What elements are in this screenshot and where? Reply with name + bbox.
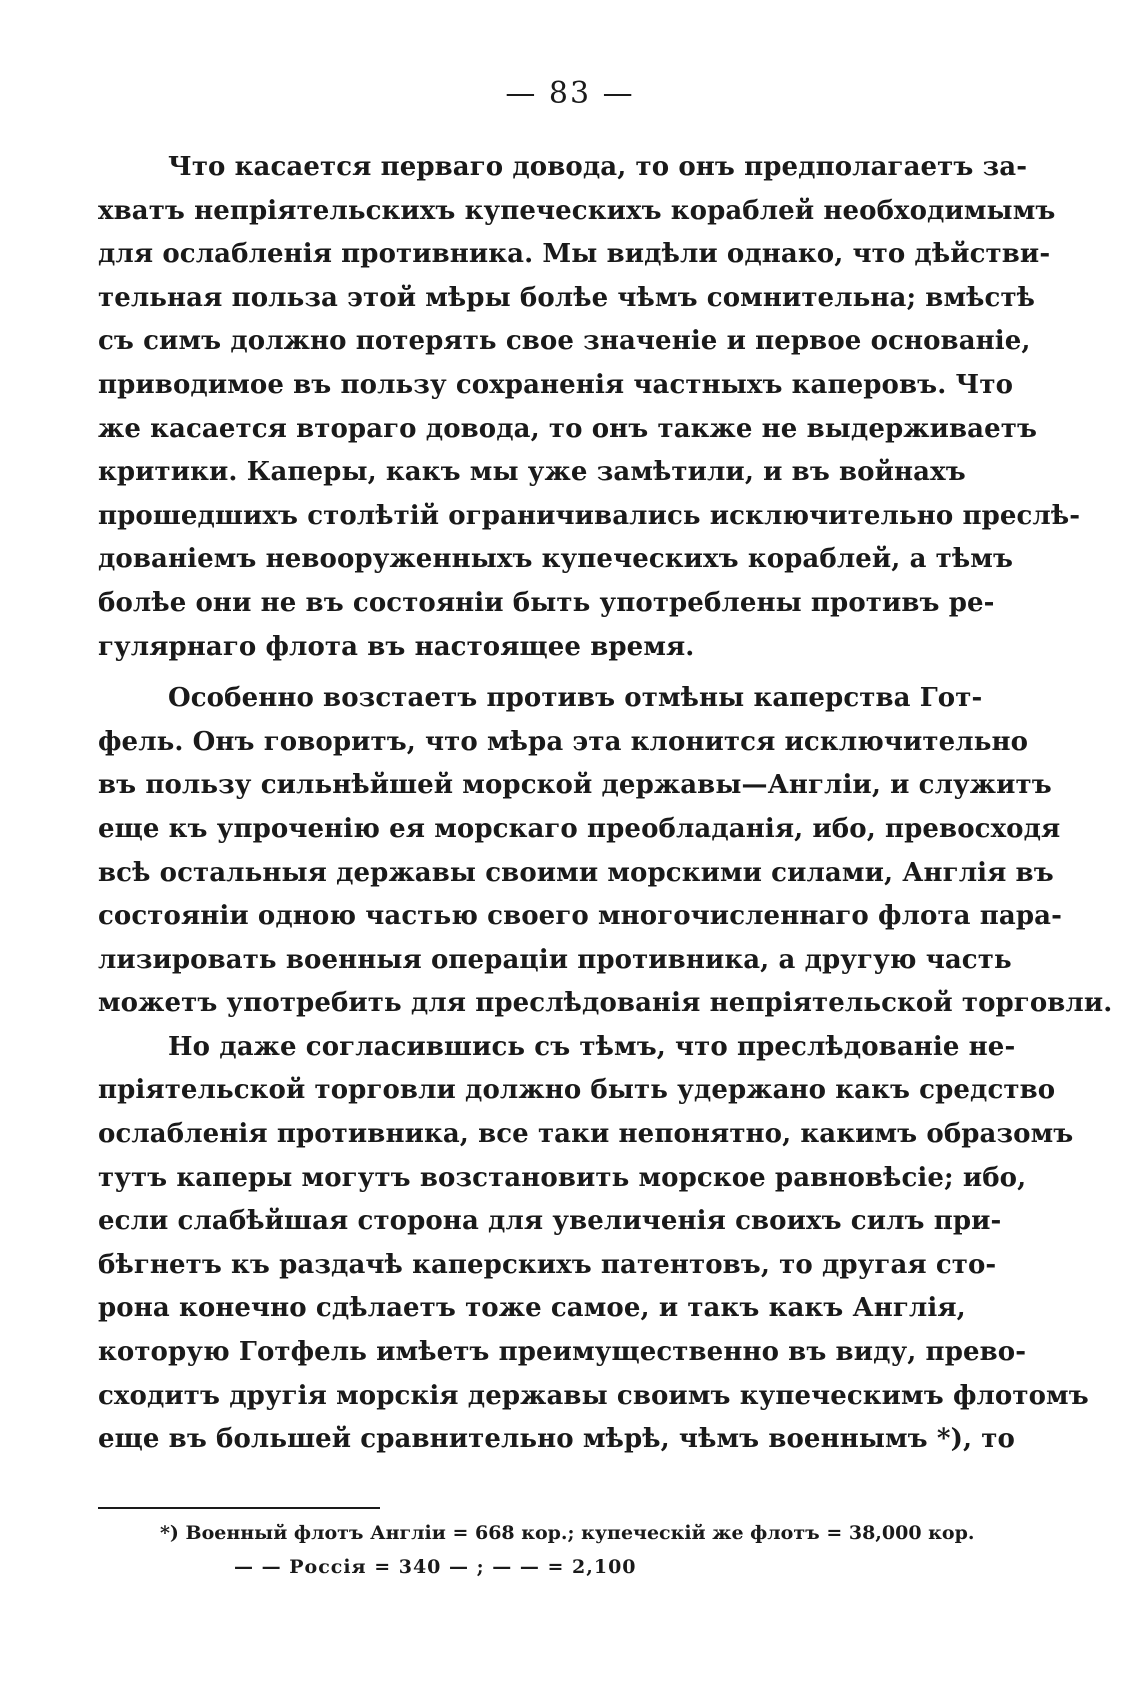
text-line: прошедшихъ столѣтій ограничивались исключительно преслѣ- bbox=[98, 500, 1081, 531]
paragraph-gap bbox=[98, 669, 958, 677]
paragraph-1 bbox=[98, 146, 1081, 669]
text-line: хватъ непріятельскихъ купеческихъ кораблей необходимымъ bbox=[98, 195, 1056, 226]
text-line: Что касается перваго довода, то онъ предполагаетъ за- bbox=[168, 152, 1028, 182]
text-line: гулярнаго флота въ настоящее время. bbox=[98, 631, 695, 662]
text-line: болѣе они не въ состояніи быть употреблены противъ ре- bbox=[98, 587, 995, 618]
footnote-line: *) Военный флотъ Англіи = 668 кор.; купеческій же флотъ = 38,000 кор. bbox=[160, 1522, 975, 1544]
text-line: дованіемъ невооруженныхъ купеческихъ кораблей, а тѣмъ bbox=[98, 544, 1013, 575]
footnote bbox=[98, 1516, 975, 1584]
text-line: же касается втораго довода, то онъ также не выдерживаетъ bbox=[98, 413, 1038, 444]
text-line: состояніи одною частью своего многочисленнаго флота пара- bbox=[98, 901, 1062, 932]
text-line: которую Готфель имѣетъ преимущественно въ виду, прево- bbox=[98, 1337, 1027, 1368]
text-line: пріятельской торговли должно быть удержано какъ средство bbox=[98, 1075, 1056, 1106]
paragraph-3 bbox=[98, 1026, 1089, 1462]
text-line: можетъ употребить для преслѣдованія непріятельской торговли. bbox=[98, 988, 1113, 1019]
text-line: фель. Онъ говоритъ, что мѣра эта клонится исключительно bbox=[98, 726, 1029, 757]
paragraph-2 bbox=[98, 677, 1113, 1026]
text-line: критики. Каперы, какъ мы уже замѣтили, и въ войнахъ bbox=[98, 457, 966, 488]
text-line: ослабленія противника, все таки непонятно, какимъ образомъ bbox=[98, 1119, 1074, 1150]
footnote-divider bbox=[98, 1507, 380, 1509]
text-line: тельная польза этой мѣры болѣе чѣмъ сомнительна; вмѣстѣ bbox=[98, 282, 1036, 313]
text-line: тутъ каперы могутъ возстановить морское равновѣсіе; ибо, bbox=[98, 1162, 1027, 1193]
text-line: если слабѣйшая сторона для увеличенія своихъ силъ при- bbox=[98, 1206, 1002, 1237]
text-line: еще въ большей сравнительно мѣрѣ, чѣмъ военнымъ *), то bbox=[98, 1424, 1015, 1455]
text-line: приводимое въ пользу сохраненія частныхъ каперовъ. Что bbox=[98, 369, 1014, 400]
text-line: рона конечно сдѣлаетъ тоже самое, и такъ какъ Англія, bbox=[98, 1293, 966, 1324]
text-line: Особенно возстаетъ противъ отмѣны каперства Гот- bbox=[168, 683, 983, 714]
text-line: въ пользу сильнѣйшей морской державы—Англіи, и служитъ bbox=[98, 770, 1052, 801]
footnote-line: — — Россія = 340 — ; — — = 2,100 bbox=[234, 1556, 637, 1578]
text-line: всѣ остальныя державы своими морскими силами, Англія въ bbox=[98, 857, 1054, 888]
text-line: еще къ упроченію ея морскаго преобладанія, ибо, превосходя bbox=[98, 813, 1061, 844]
text-line: для ослабленія противника. Мы видѣли однако, что дѣйстви- bbox=[98, 239, 1051, 270]
text-line: съ симъ должно потерять свое значеніе и первое основаніе, bbox=[98, 326, 1031, 357]
text-line: Но даже согласившись съ тѣмъ, что преслѣдованіе не- bbox=[168, 1031, 1016, 1062]
text-line: сходитъ другія морскія державы своимъ купеческимъ флотомъ bbox=[98, 1380, 1089, 1411]
text-line: лизировать военныя операціи противника, а другую часть bbox=[98, 944, 1012, 975]
body-text bbox=[98, 146, 1113, 1462]
text-line: бѣгнетъ къ раздачѣ каперскихъ патентовъ, то другая сто- bbox=[98, 1249, 997, 1280]
page-number: — 83 — bbox=[505, 76, 635, 111]
